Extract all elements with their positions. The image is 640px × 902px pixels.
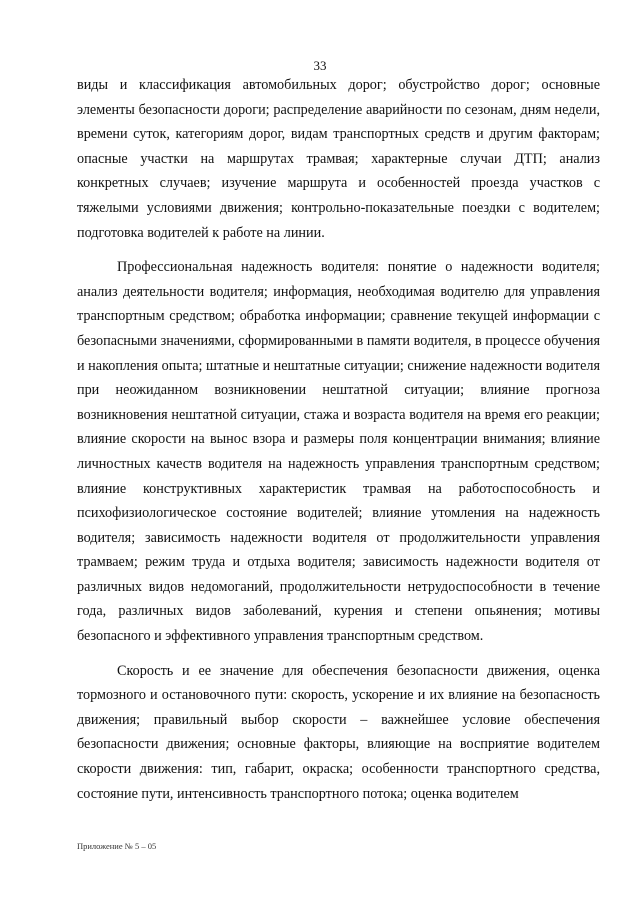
page-body <box>77 73 600 806</box>
paragraph-road-safety-topics: виды и классификация автомобильных дорог; обустройство дорог; основные элементы безопасности дороги; распределение аварийности по сезонам, дням недели, времени суток, категориям дорог, видам транспортных средств и другим факторам; опасные участки на маршрутах трамвая; характерные случаи ДТП; анализ конкретных случаев; изучение маршрута и особенностей проезда участков с тяжелыми условиями движения; контрольно-показательные поездки с водителем; подготовка водителей к работе на линии. <box>77 77 600 241</box>
page-number: 33 <box>313 58 327 73</box>
paragraph-driver-reliability: Профессиональная надежность водителя: понятие о надежности водителя; анализ деятельности водителя; информация, необходимая водителю для управления транспортным средством; обработка информации; сравнение текущей информации с безопасными значениями, сформированными в памяти водителя, в процессе обучения и накопления опыта; штатные и нештатные ситуации; снижение надежности водителя при неожиданном возникновении нештатной ситуации; влияние прогноза возникновения нештатной ситуации, стажа и возраста водителя на время его реакции; влияние скорости на вынос взора и размеры поля концентрации внимания; влияние личностных качеств водителя на надежность управления транспортным средством; влияние конструктивных характеристик трамвая на работоспособность и психофизиологическое состояние водителей; влияние утомления на надежность водителя; зависимость надежности водителя от продолжительности управления трамваем; режим труда и отдыха водителя; зависимость надежности водителя от различных видов недомоганий, продолжительности нетрудоспособности в течение года, различных видов заболеваний, курения и степени опьянения; мотивы безопасного и эффективного управления транспортным средством. <box>77 259 600 645</box>
paragraph-speed-and-braking: Скорость и ее значение для обеспечения безопасности движения, оценка тормозного и остановочного пути: скорость, ускорение и их влияние на безопасность движения; правильный выбор скорости – важнейшее условие обеспечения безопасности движения; основные факторы, влияющие на восприятие водителем скорости движения: тип, габарит, окраска; особенности транспортного средства, состояние пути, интенсивность транспортного потока; оценка водителем <box>77 662 600 802</box>
footer-appendix-label: Приложение № 5 – 05 <box>77 841 157 851</box>
